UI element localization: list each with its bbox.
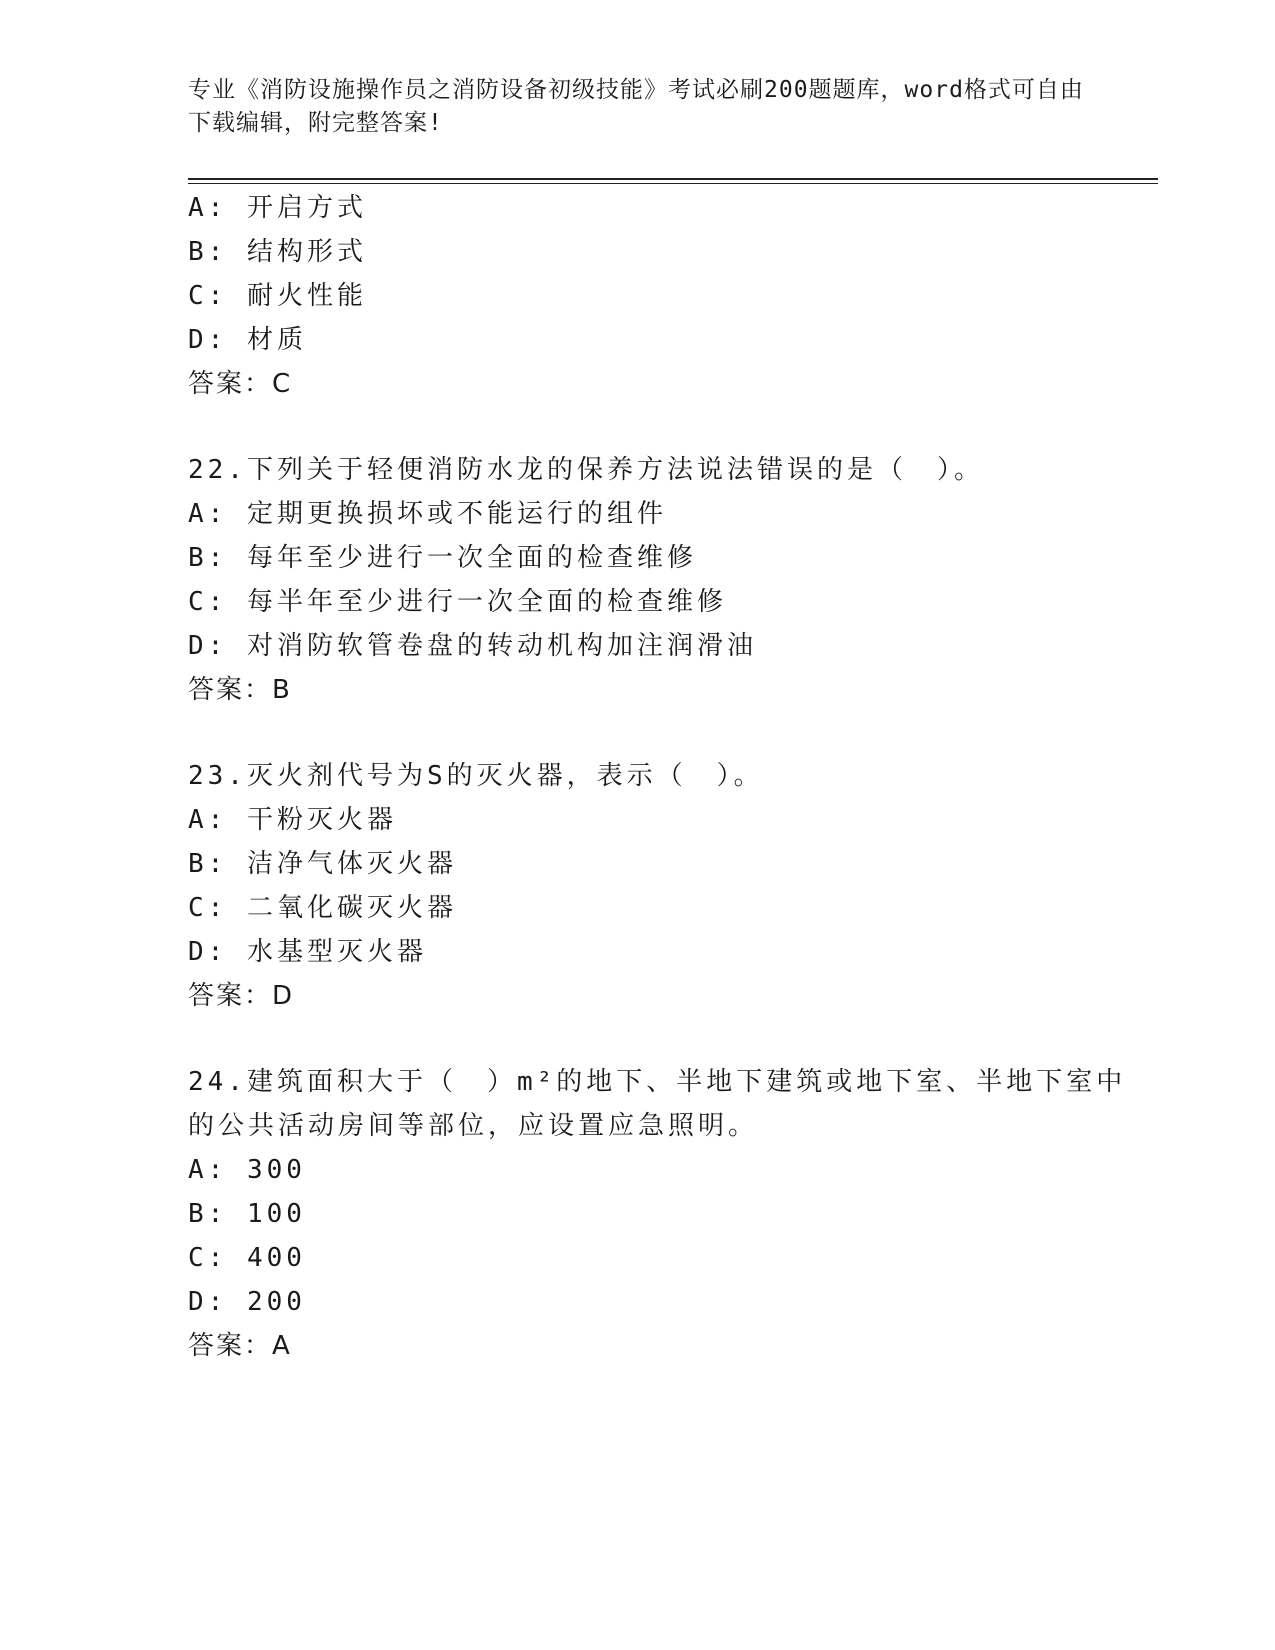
q24-option-b: B: 100 bbox=[188, 1199, 306, 1229]
document-header: 专业《消防设施操作员之消防设备初级技能》考试必刷200题题库，word格式可自由下载编辑，附完整答案! bbox=[188, 77, 1084, 136]
q24-stem-line2: 的公共活动房间等部位，应设置应急照明。 bbox=[188, 1111, 759, 1141]
q21-option-a: A: 开启方式 bbox=[188, 193, 367, 223]
q22-answer: 答案：B bbox=[188, 675, 292, 705]
q23-option-a: A: 干粉灭火器 bbox=[188, 805, 397, 835]
q22-option-a: A: 定期更换损坏或不能运行的组件 bbox=[188, 499, 667, 529]
q22-option-b: B: 每年至少进行一次全面的检查维修 bbox=[188, 543, 697, 573]
q24-option-a: A: 300 bbox=[188, 1155, 306, 1185]
q21-option-c: C: 耐火性能 bbox=[188, 281, 367, 311]
q23-option-b: B: 洁净气体灭火器 bbox=[188, 849, 457, 879]
q24-option-d: D: 200 bbox=[188, 1287, 306, 1317]
header-divider-thin bbox=[188, 183, 1158, 184]
q22-stem: 22.下列关于轻便消防水龙的保养方法说法错误的是（ ）。 bbox=[188, 455, 984, 485]
q24-stem-line1: 24.建筑面积大于（ ）m²的地下、半地下建筑或地下室、半地下室中 bbox=[188, 1067, 1127, 1097]
q24-option-c: C: 400 bbox=[188, 1243, 306, 1273]
q24-answer: 答案：A bbox=[188, 1331, 292, 1361]
q22-option-d: D: 对消防软管卷盘的转动机构加注润滑油 bbox=[188, 631, 757, 661]
q21-answer: 答案：C bbox=[188, 369, 293, 399]
q23-answer: 答案：D bbox=[188, 981, 295, 1011]
q23-option-c: C: 二氧化碳灭火器 bbox=[188, 893, 457, 923]
header-divider-thick bbox=[188, 178, 1158, 180]
q23-option-d: D: 水基型灭火器 bbox=[188, 937, 427, 967]
q21-option-d: D: 材质 bbox=[188, 325, 307, 355]
q23-stem: 23.灭火剂代号为S的灭火器，表示（ ）。 bbox=[188, 761, 764, 791]
q22-option-c: C: 每半年至少进行一次全面的检查维修 bbox=[188, 587, 727, 617]
q21-option-b: B: 结构形式 bbox=[188, 237, 367, 267]
